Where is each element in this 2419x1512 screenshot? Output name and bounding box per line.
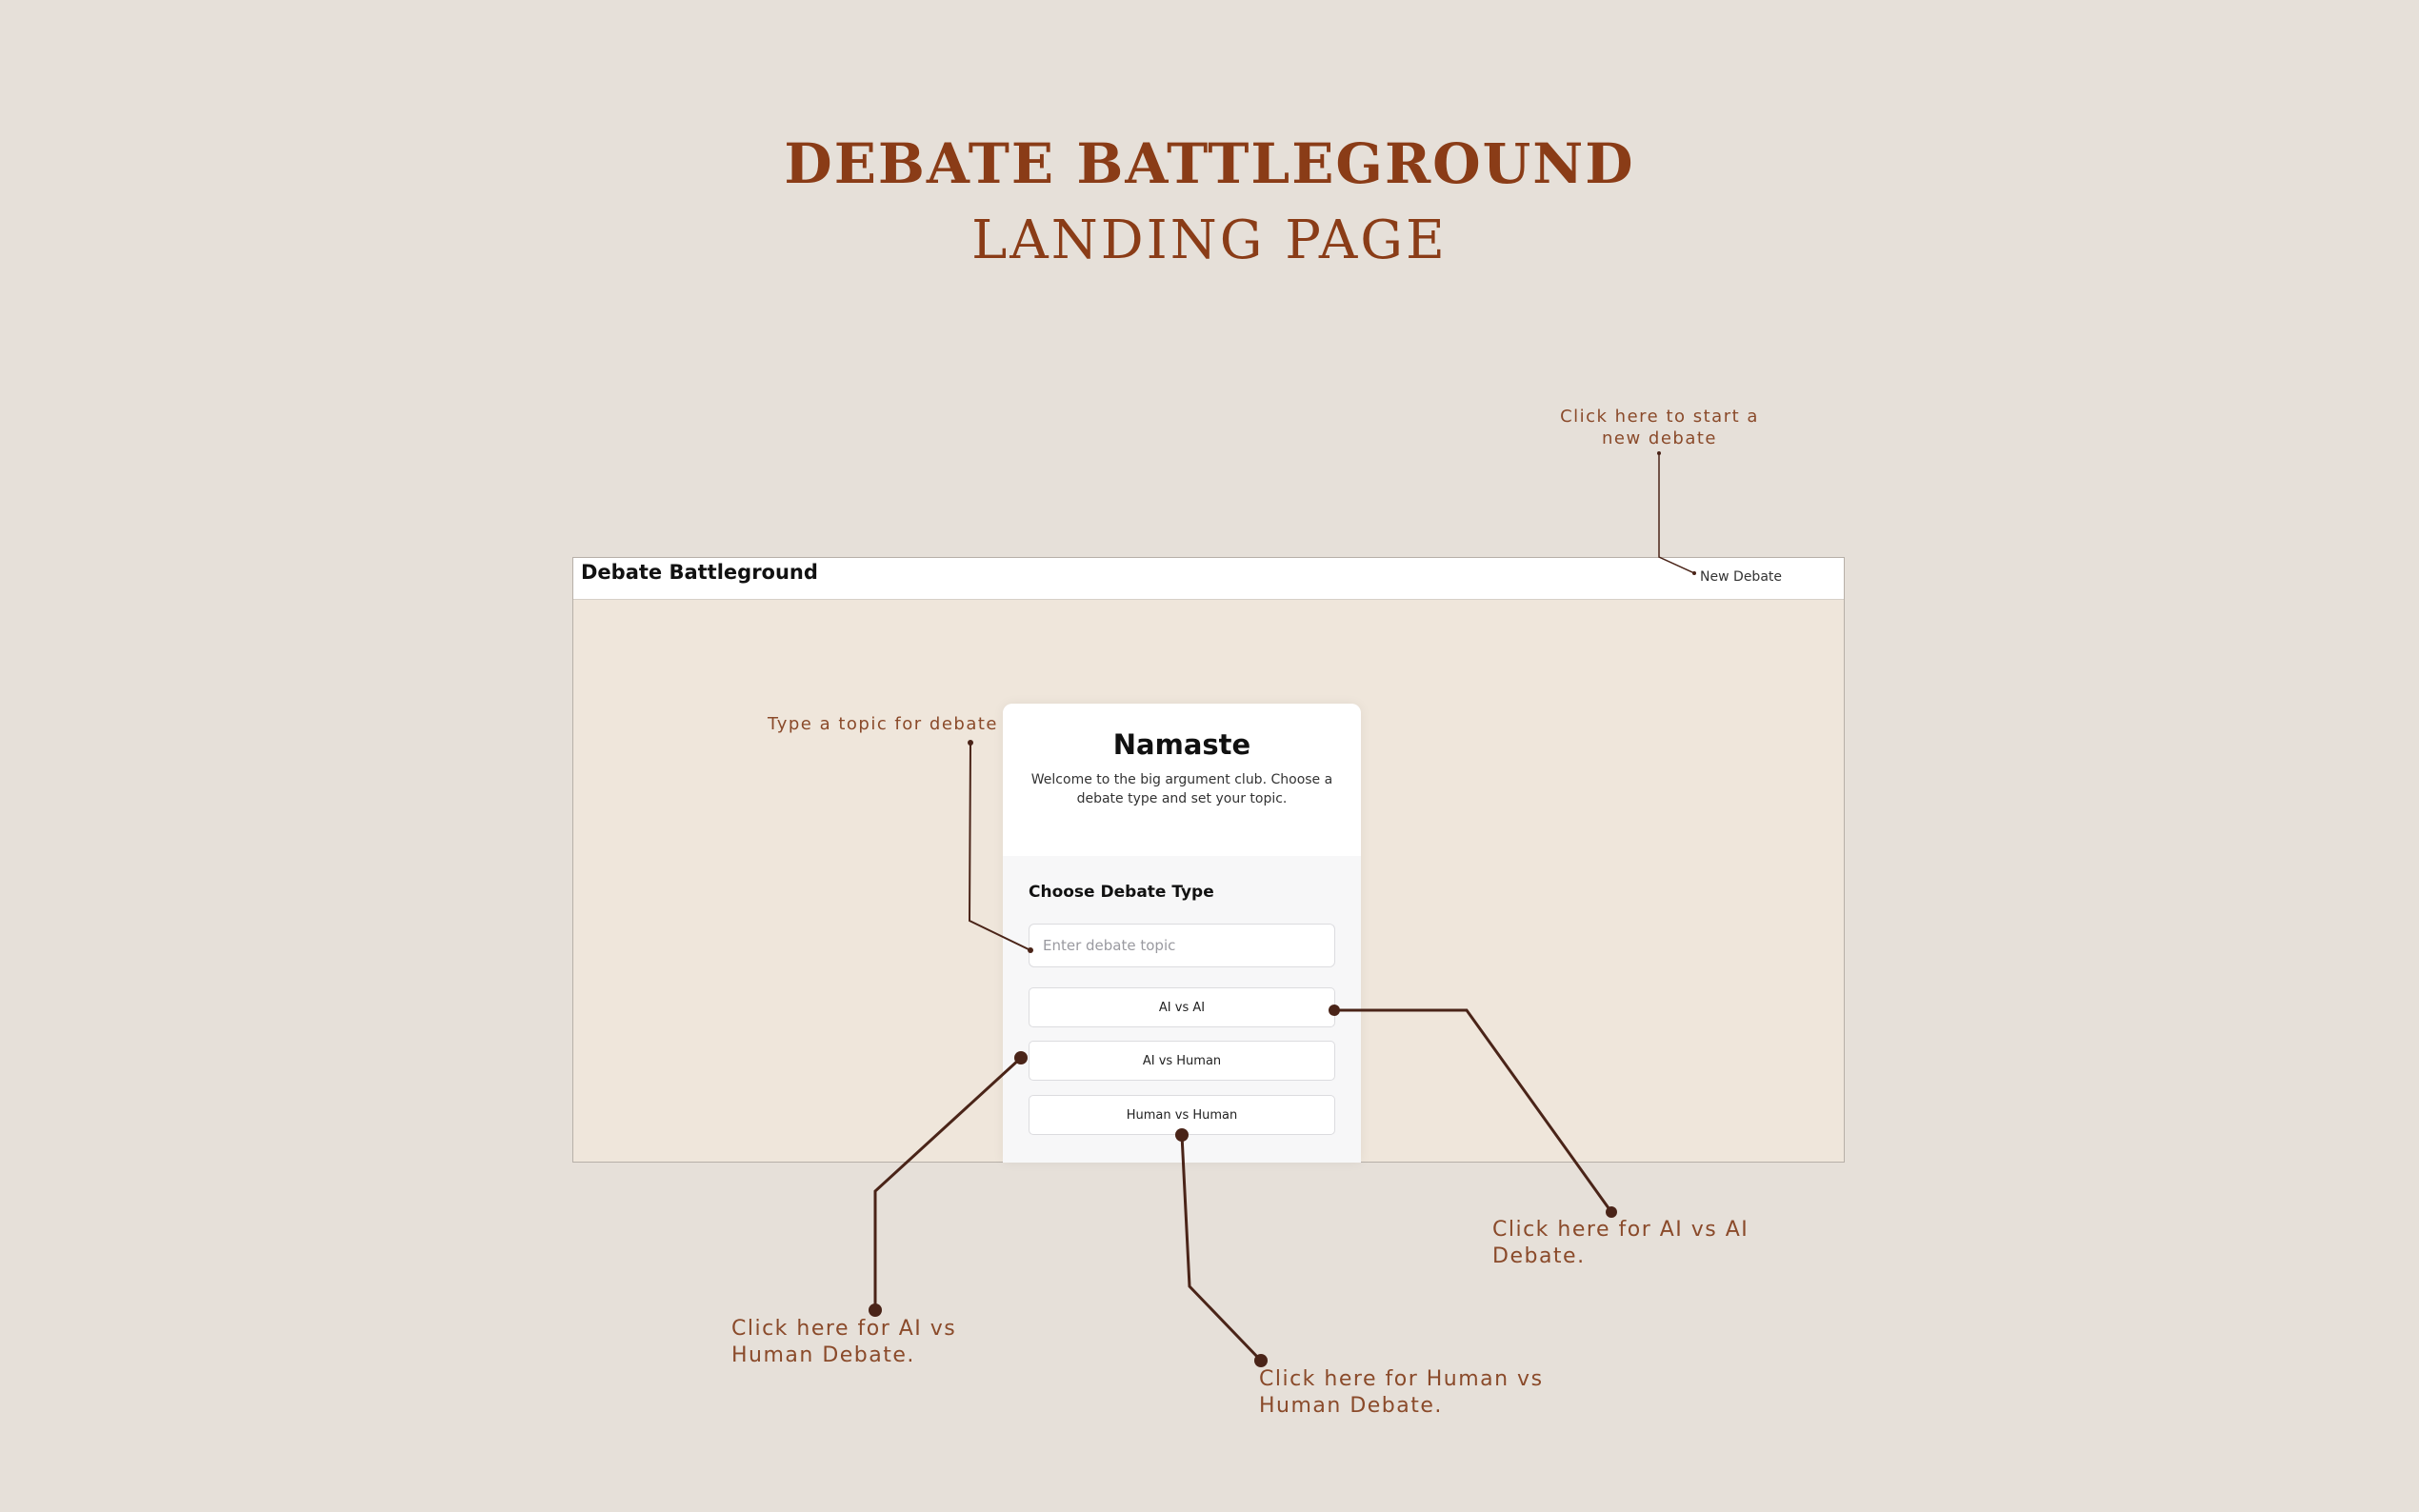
connector-human-vs-human	[1182, 1135, 1261, 1361]
callout-topic: Type a topic for debate	[768, 714, 998, 734]
connector-dot	[1657, 451, 1661, 455]
connector-dot	[1329, 1005, 1340, 1016]
connector-dot	[869, 1303, 882, 1317]
connector-new-debate	[1659, 453, 1694, 573]
new-debate-button[interactable]: New Debate	[1700, 566, 1782, 588]
connector-ai-vs-ai	[1334, 1010, 1611, 1212]
connector-dot	[968, 740, 973, 746]
connector-ai-vs-human	[875, 1058, 1021, 1310]
callout-ai-vs-human: Click here for AI vs Human Debate.	[731, 1317, 957, 1367]
ai-vs-ai-button[interactable]: AI vs AI	[1029, 987, 1335, 1027]
card-subtitle: Welcome to the big argument club. Choose a debate type and set your topic.	[1030, 772, 1333, 807]
callout-human-vs-human: Click here for Human vs Human Debate.	[1259, 1367, 1544, 1418]
connector-dot	[1175, 1128, 1189, 1142]
connector-topic	[970, 743, 1030, 950]
callout-ai-vs-ai: Click here for AI vs AI Debate.	[1492, 1218, 1749, 1268]
page-title: DEBATE BATTLEGROUND	[784, 131, 1635, 196]
connector-dot	[1692, 571, 1696, 575]
connector-dot	[1028, 947, 1033, 953]
connector-dot	[1014, 1051, 1028, 1064]
connector-dot	[1254, 1354, 1268, 1367]
brand-logo-text: Debate Battleground	[581, 561, 818, 584]
human-vs-human-button[interactable]: Human vs Human	[1029, 1095, 1335, 1135]
page-subtitle: LANDING PAGE	[971, 209, 1448, 271]
card-heading: Namaste	[1112, 728, 1251, 761]
choose-debate-type-label: Choose Debate Type	[1029, 883, 1214, 902]
callout-new-debate: Click here to start a new debate	[1560, 407, 1759, 448]
ai-vs-human-button[interactable]: AI vs Human	[1029, 1041, 1335, 1081]
